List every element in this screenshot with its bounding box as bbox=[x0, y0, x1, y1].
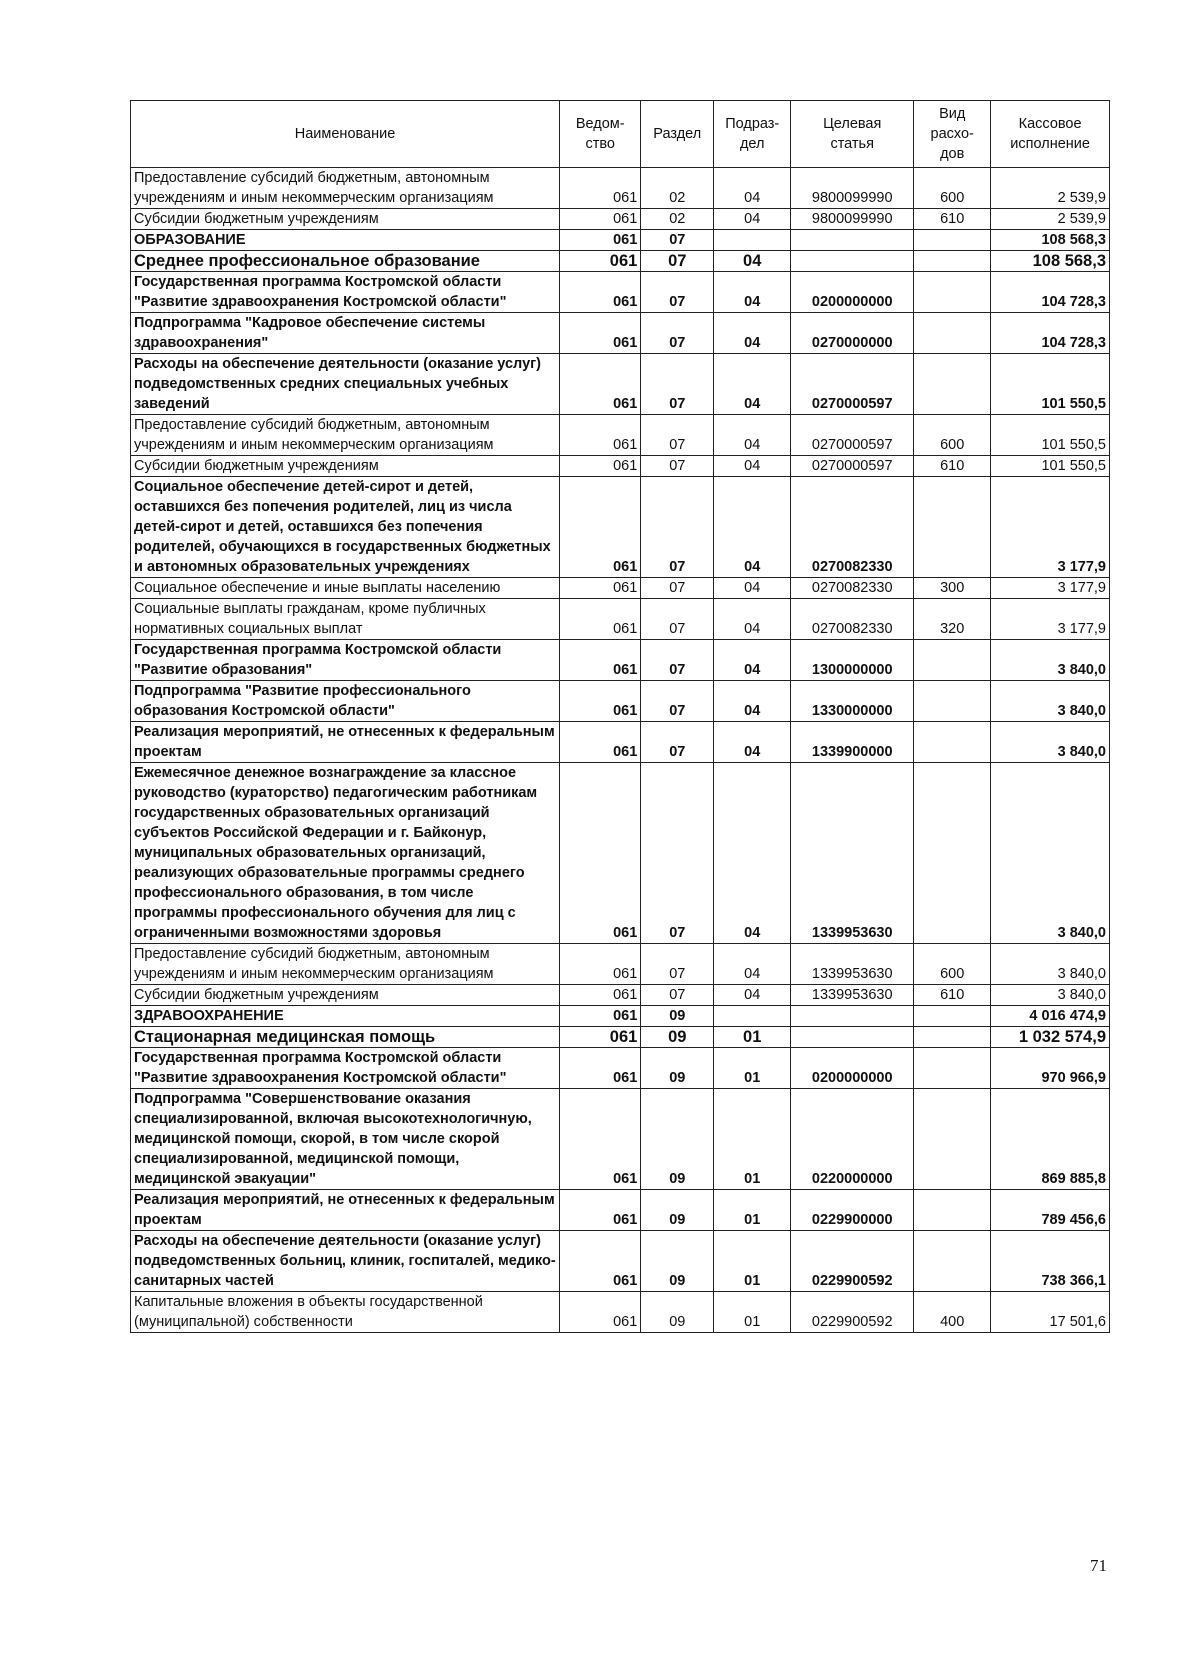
table-body bbox=[131, 168, 1110, 1333]
table-header bbox=[131, 101, 1110, 168]
cell-cash: 3 840,0 bbox=[991, 763, 1110, 944]
cell-subsection: 04 bbox=[714, 168, 791, 209]
table-row bbox=[131, 354, 1110, 415]
cell-target: 0270000597 bbox=[791, 456, 914, 477]
cell-cash: 108 568,3 bbox=[991, 230, 1110, 251]
cell-target: 9800099990 bbox=[791, 209, 914, 230]
cell-target: 9800099990 bbox=[791, 168, 914, 209]
cell-section: 09 bbox=[641, 1006, 714, 1027]
cell-kind bbox=[914, 313, 991, 354]
cell-dept: 061 bbox=[560, 1292, 641, 1333]
cell-target: 1330000000 bbox=[791, 681, 914, 722]
cell-subsection: 01 bbox=[714, 1027, 791, 1048]
cell-section: 07 bbox=[641, 599, 714, 640]
cell-target: 1300000000 bbox=[791, 640, 914, 681]
cell-section: 09 bbox=[641, 1231, 714, 1292]
cell-target: 0270082330 bbox=[791, 599, 914, 640]
cell-subsection: 04 bbox=[714, 456, 791, 477]
cell-cash: 738 366,1 bbox=[991, 1231, 1110, 1292]
table-row bbox=[131, 1027, 1110, 1048]
cell-subsection: 04 bbox=[714, 640, 791, 681]
table-row bbox=[131, 209, 1110, 230]
budget-table bbox=[130, 100, 1110, 1333]
cell-target: 0200000000 bbox=[791, 1048, 914, 1089]
table-row bbox=[131, 230, 1110, 251]
header-section: Раздел bbox=[641, 101, 714, 168]
cell-target: 0270082330 bbox=[791, 477, 914, 578]
cell-subsection: 04 bbox=[714, 578, 791, 599]
cell-kind bbox=[914, 1089, 991, 1190]
cell-kind: 610 bbox=[914, 985, 991, 1006]
table-row bbox=[131, 1089, 1110, 1190]
header-target-text: Целевая статья bbox=[823, 116, 882, 152]
cell-name: Предоставление субсидий бюджетным, автономным учреждениям и иным некоммерческим организациям bbox=[131, 415, 560, 456]
table-row bbox=[131, 1292, 1110, 1333]
cell-cash: 3 177,9 bbox=[991, 477, 1110, 578]
cell-subsection: 04 bbox=[714, 944, 791, 985]
table-row bbox=[131, 1231, 1110, 1292]
cell-dept: 061 bbox=[560, 1089, 641, 1190]
cell-subsection: 01 bbox=[714, 1089, 791, 1190]
cell-cash: 3 840,0 bbox=[991, 681, 1110, 722]
cell-name: Предоставление субсидий бюджетным, автономным учреждениям и иным некоммерческим организациям bbox=[131, 944, 560, 985]
cell-target bbox=[791, 230, 914, 251]
cell-target bbox=[791, 1027, 914, 1048]
cell-section: 02 bbox=[641, 209, 714, 230]
cell-subsection: 01 bbox=[714, 1190, 791, 1231]
cell-subsection bbox=[714, 1006, 791, 1027]
cell-subsection: 04 bbox=[714, 251, 791, 272]
cell-section: 09 bbox=[641, 1190, 714, 1231]
cell-section: 07 bbox=[641, 944, 714, 985]
cell-section: 09 bbox=[641, 1292, 714, 1333]
page-number: 71 bbox=[1090, 1556, 1107, 1575]
cell-dept: 061 bbox=[560, 456, 641, 477]
cell-dept: 061 bbox=[560, 209, 641, 230]
table-row bbox=[131, 168, 1110, 209]
cell-target: 0270082330 bbox=[791, 578, 914, 599]
cell-section: 09 bbox=[641, 1089, 714, 1190]
cell-subsection: 04 bbox=[714, 415, 791, 456]
cell-subsection: 04 bbox=[714, 722, 791, 763]
cell-kind: 610 bbox=[914, 209, 991, 230]
cell-target: 1339900000 bbox=[791, 722, 914, 763]
cell-cash: 101 550,5 bbox=[991, 354, 1110, 415]
cell-kind: 400 bbox=[914, 1292, 991, 1333]
cell-subsection: 04 bbox=[714, 985, 791, 1006]
cell-kind bbox=[914, 230, 991, 251]
cell-section: 02 bbox=[641, 168, 714, 209]
cell-cash: 3 177,9 bbox=[991, 578, 1110, 599]
cell-name: Субсидии бюджетным учреждениям bbox=[131, 985, 560, 1006]
cell-cash: 101 550,5 bbox=[991, 456, 1110, 477]
cell-kind bbox=[914, 477, 991, 578]
cell-name: ОБРАЗОВАНИЕ bbox=[131, 230, 560, 251]
cell-target: 1339953630 bbox=[791, 985, 914, 1006]
cell-dept: 061 bbox=[560, 722, 641, 763]
cell-name: Подпрограмма "Развитие профессионального образования Костромской области" bbox=[131, 681, 560, 722]
table-row bbox=[131, 1006, 1110, 1027]
header-name: Наименование bbox=[131, 101, 560, 168]
header-dept bbox=[560, 101, 641, 168]
cell-target bbox=[791, 251, 914, 272]
cell-section: 07 bbox=[641, 681, 714, 722]
cell-dept: 061 bbox=[560, 763, 641, 944]
table-row bbox=[131, 640, 1110, 681]
cell-cash: 101 550,5 bbox=[991, 415, 1110, 456]
cell-dept: 061 bbox=[560, 944, 641, 985]
cell-cash: 3 840,0 bbox=[991, 722, 1110, 763]
cell-section: 07 bbox=[641, 640, 714, 681]
cell-dept: 061 bbox=[560, 681, 641, 722]
cell-name: Субсидии бюджетным учреждениям bbox=[131, 209, 560, 230]
cell-cash: 3 840,0 bbox=[991, 985, 1110, 1006]
cell-dept: 061 bbox=[560, 985, 641, 1006]
table-row bbox=[131, 456, 1110, 477]
table-row bbox=[131, 985, 1110, 1006]
cell-target: 0270000000 bbox=[791, 313, 914, 354]
cell-section: 07 bbox=[641, 230, 714, 251]
cell-name: Социальные выплаты гражданам, кроме публичных нормативных социальных выплат bbox=[131, 599, 560, 640]
table-row bbox=[131, 272, 1110, 313]
cell-subsection: 04 bbox=[714, 272, 791, 313]
cell-subsection: 01 bbox=[714, 1292, 791, 1333]
cell-dept: 061 bbox=[560, 313, 641, 354]
cell-name: Расходы на обеспечение деятельности (оказание услуг) подведомственных средних специальных учебных заведений bbox=[131, 354, 560, 415]
table-row bbox=[131, 763, 1110, 944]
cell-kind bbox=[914, 640, 991, 681]
cell-dept: 061 bbox=[560, 1006, 641, 1027]
cell-name: Реализация мероприятий, не отнесенных к федеральным проектам bbox=[131, 1190, 560, 1231]
cell-section: 07 bbox=[641, 477, 714, 578]
cell-subsection: 04 bbox=[714, 681, 791, 722]
cell-dept: 061 bbox=[560, 251, 641, 272]
cell-dept: 061 bbox=[560, 578, 641, 599]
cell-section: 07 bbox=[641, 415, 714, 456]
cell-name: Социальное обеспечение и иные выплаты населению bbox=[131, 578, 560, 599]
cell-dept: 061 bbox=[560, 230, 641, 251]
cell-name: Социальное обеспечение детей-сирот и детей, оставшихся без попечения родителей, лиц из числа детей-сирот и детей, оставшихся без попечения родителей, обучающихся в государственных бюджетных и автономных образовательных учреждениях bbox=[131, 477, 560, 578]
cell-kind: 300 bbox=[914, 578, 991, 599]
cell-section: 09 bbox=[641, 1027, 714, 1048]
table-row bbox=[131, 681, 1110, 722]
cell-cash: 789 456,6 bbox=[991, 1190, 1110, 1231]
cell-dept: 061 bbox=[560, 354, 641, 415]
cell-dept: 061 bbox=[560, 1027, 641, 1048]
cell-target: 0270000597 bbox=[791, 354, 914, 415]
cell-subsection: 04 bbox=[714, 763, 791, 944]
table-row bbox=[131, 722, 1110, 763]
cell-kind bbox=[914, 763, 991, 944]
cell-kind bbox=[914, 1231, 991, 1292]
header-cash bbox=[991, 101, 1110, 168]
cell-name: Предоставление субсидий бюджетным, автономным учреждениям и иным некоммерческим организациям bbox=[131, 168, 560, 209]
cell-target: 0229900592 bbox=[791, 1292, 914, 1333]
cell-section: 07 bbox=[641, 578, 714, 599]
cell-name: Реализация мероприятий, не отнесенных к федеральным проектам bbox=[131, 722, 560, 763]
cell-section: 07 bbox=[641, 722, 714, 763]
cell-dept: 061 bbox=[560, 599, 641, 640]
cell-name: Стационарная медицинская помощь bbox=[131, 1027, 560, 1048]
cell-target: 0220000000 bbox=[791, 1089, 914, 1190]
cell-dept: 061 bbox=[560, 1190, 641, 1231]
cell-name: Государственная программа Костромской области "Развитие здравоохранения Костромской области" bbox=[131, 272, 560, 313]
cell-dept: 061 bbox=[560, 477, 641, 578]
table-row bbox=[131, 313, 1110, 354]
cell-dept: 061 bbox=[560, 415, 641, 456]
cell-kind: 600 bbox=[914, 415, 991, 456]
cell-kind bbox=[914, 354, 991, 415]
cell-name: ЗДРАВООХРАНЕНИЕ bbox=[131, 1006, 560, 1027]
cell-name: Государственная программа Костромской области "Развитие образования" bbox=[131, 640, 560, 681]
table-row bbox=[131, 599, 1110, 640]
cell-dept: 061 bbox=[560, 1048, 641, 1089]
cell-section: 07 bbox=[641, 354, 714, 415]
cell-cash: 3 840,0 bbox=[991, 944, 1110, 985]
cell-target: 0229900000 bbox=[791, 1190, 914, 1231]
cell-kind bbox=[914, 1190, 991, 1231]
cell-cash: 108 568,3 bbox=[991, 251, 1110, 272]
cell-cash: 869 885,8 bbox=[991, 1089, 1110, 1190]
cell-cash: 104 728,3 bbox=[991, 313, 1110, 354]
header-dept-text: Ведом- ство bbox=[575, 116, 625, 152]
cell-dept: 061 bbox=[560, 1231, 641, 1292]
cell-target: 1339953630 bbox=[791, 763, 914, 944]
header-row bbox=[131, 101, 1110, 168]
cell-section: 07 bbox=[641, 456, 714, 477]
cell-section: 07 bbox=[641, 763, 714, 944]
cell-target: 0200000000 bbox=[791, 272, 914, 313]
table-row bbox=[131, 415, 1110, 456]
cell-kind: 610 bbox=[914, 456, 991, 477]
cell-dept: 061 bbox=[560, 272, 641, 313]
cell-target: 0229900592 bbox=[791, 1231, 914, 1292]
cell-section: 09 bbox=[641, 1048, 714, 1089]
table-row bbox=[131, 477, 1110, 578]
header-subsection bbox=[714, 101, 791, 168]
cell-section: 07 bbox=[641, 251, 714, 272]
cell-kind bbox=[914, 272, 991, 313]
header-kind-text: Вид расхо- дов bbox=[930, 106, 974, 162]
header-kind bbox=[914, 101, 991, 168]
cell-name: Подпрограмма "Кадровое обеспечение системы здравоохранения" bbox=[131, 313, 560, 354]
cell-kind bbox=[914, 1048, 991, 1089]
header-cash-text: Кассовое исполнение bbox=[1010, 116, 1090, 152]
cell-kind: 320 bbox=[914, 599, 991, 640]
cell-subsection: 01 bbox=[714, 1048, 791, 1089]
table-row bbox=[131, 1048, 1110, 1089]
table-row bbox=[131, 578, 1110, 599]
cell-cash: 2 539,9 bbox=[991, 168, 1110, 209]
cell-kind bbox=[914, 251, 991, 272]
cell-subsection: 04 bbox=[714, 354, 791, 415]
cell-name: Субсидии бюджетным учреждениям bbox=[131, 456, 560, 477]
cell-name: Государственная программа Костромской области "Развитие здравоохранения Костромской области" bbox=[131, 1048, 560, 1089]
cell-subsection bbox=[714, 230, 791, 251]
cell-subsection: 04 bbox=[714, 313, 791, 354]
cell-kind bbox=[914, 1027, 991, 1048]
cell-cash: 970 966,9 bbox=[991, 1048, 1110, 1089]
cell-name: Расходы на обеспечение деятельности (оказание услуг) подведомственных больниц, клиник, госпиталей, медико-санитарных частей bbox=[131, 1231, 560, 1292]
cell-name: Капитальные вложения в объекты государственной (муниципальной) собственности bbox=[131, 1292, 560, 1333]
cell-subsection: 04 bbox=[714, 599, 791, 640]
cell-cash: 2 539,9 bbox=[991, 209, 1110, 230]
cell-name: Среднее профессиональное образование bbox=[131, 251, 560, 272]
cell-cash: 1 032 574,9 bbox=[991, 1027, 1110, 1048]
cell-target: 1339953630 bbox=[791, 944, 914, 985]
cell-subsection: 01 bbox=[714, 1231, 791, 1292]
cell-subsection: 04 bbox=[714, 209, 791, 230]
cell-dept: 061 bbox=[560, 168, 641, 209]
header-target bbox=[791, 101, 914, 168]
cell-kind bbox=[914, 681, 991, 722]
cell-target: 0270000597 bbox=[791, 415, 914, 456]
table-row bbox=[131, 944, 1110, 985]
cell-dept: 061 bbox=[560, 640, 641, 681]
cell-section: 07 bbox=[641, 313, 714, 354]
cell-kind bbox=[914, 1006, 991, 1027]
cell-kind: 600 bbox=[914, 944, 991, 985]
cell-target bbox=[791, 1006, 914, 1027]
table-row bbox=[131, 1190, 1110, 1231]
cell-subsection: 04 bbox=[714, 477, 791, 578]
cell-section: 07 bbox=[641, 985, 714, 1006]
table-row bbox=[131, 251, 1110, 272]
cell-cash: 3 840,0 bbox=[991, 640, 1110, 681]
cell-cash: 17 501,6 bbox=[991, 1292, 1110, 1333]
cell-kind: 600 bbox=[914, 168, 991, 209]
cell-name: Подпрограмма "Совершенствование оказания специализированной, включая высокотехнологичную, медицинской помощи, скорой, в том числе скорой специализированной, медицинской помощи, медицинской эвакуации" bbox=[131, 1089, 560, 1190]
cell-cash: 104 728,3 bbox=[991, 272, 1110, 313]
cell-name: Ежемесячное денежное вознаграждение за классное руководство (кураторство) педагогическим работникам государственных образовательных организаций субъектов Российской Федерации и г. Байконур, муниципальных образовательных организаций, реализующих образовательные программы среднего профессионального образования, в том числе программы профессионального обучения для лиц с ограниченными возможностями здоровья bbox=[131, 763, 560, 944]
cell-kind bbox=[914, 722, 991, 763]
header-subsection-text: Подраз- дел bbox=[725, 116, 780, 152]
cell-section: 07 bbox=[641, 272, 714, 313]
cell-cash: 4 016 474,9 bbox=[991, 1006, 1110, 1027]
cell-cash: 3 177,9 bbox=[991, 599, 1110, 640]
